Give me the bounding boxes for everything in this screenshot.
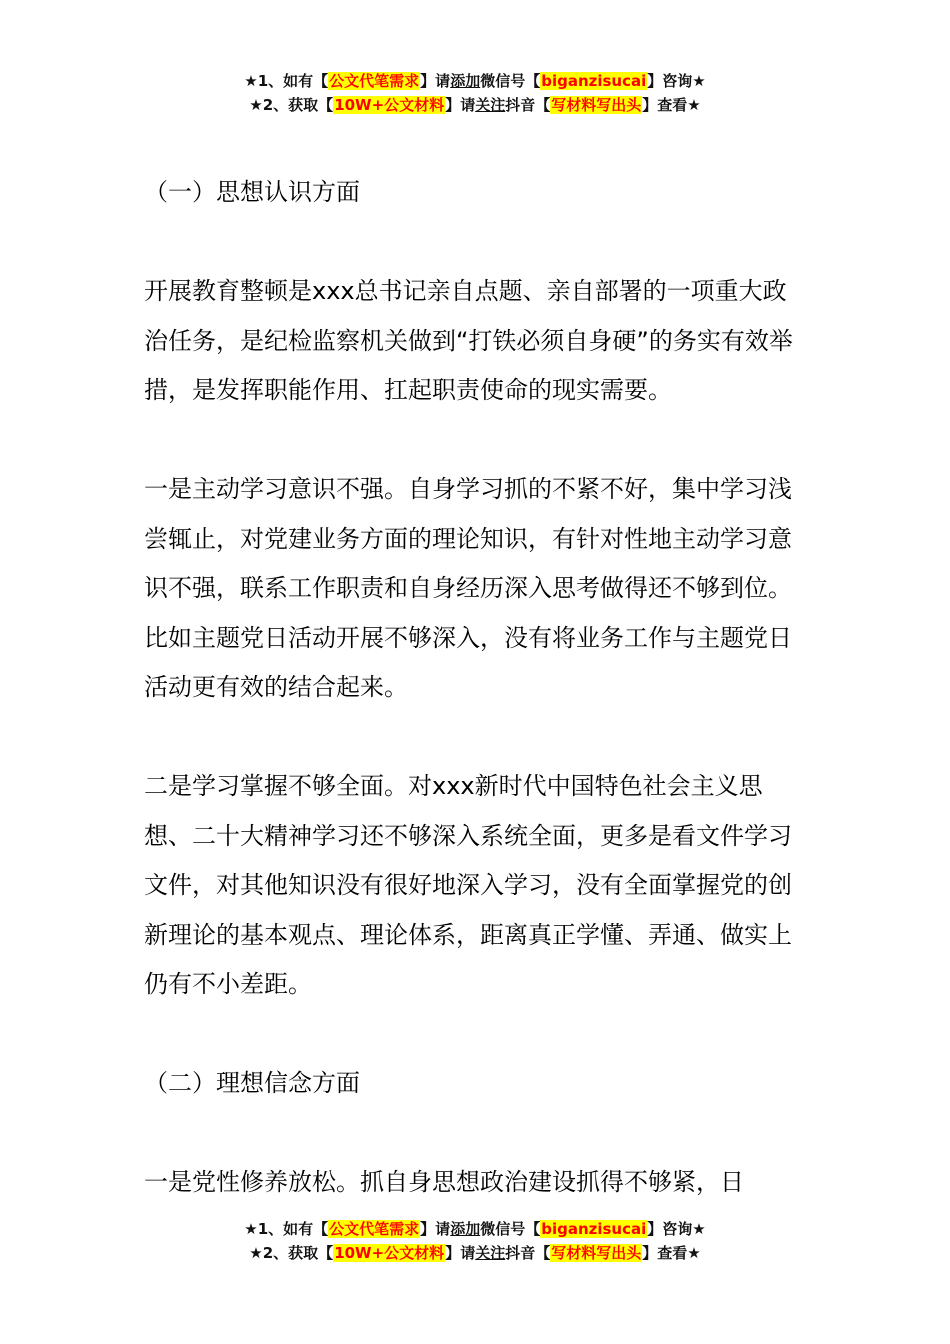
footer-line-1-mid: 】请 [420, 1220, 451, 1238]
banner-line-1-mid2: 微信号【 [480, 72, 541, 90]
banner-emphasis-add: 添加 [450, 72, 481, 90]
header-banner [0, 69, 950, 117]
banner-highlight-wechat-id: biganzisucai [541, 72, 647, 90]
section-heading-1: （一）思想认识方面 [144, 178, 360, 206]
banner-line-2 [0, 93, 950, 117]
banner-line-2-prefix: ★2、获取【 [249, 96, 334, 114]
paragraph-intro: 开展教育整顿是xxx总书记亲自点题、亲自部署的一项重大政治任务，是纪检监察机关做到“打铁必须自身硬”的务实有效举措，是发挥职能作用、扛起职责使命的现实需要。 [144, 277, 793, 404]
banner-line-2-suffix: 】查看★ [642, 96, 701, 114]
banner-line-2-mid2: 抖音【 [505, 96, 551, 114]
banner-highlight-materials: 10W+公文材料 [334, 96, 445, 114]
footer-line-1-mid2: 微信号【 [480, 1220, 541, 1238]
footer-banner [0, 1217, 950, 1265]
footer-line-2-prefix: ★2、获取【 [249, 1244, 334, 1262]
footer-highlight-materials: 10W+公文材料 [334, 1244, 445, 1262]
banner-line-1-prefix: ★1、如有【 [244, 72, 329, 90]
footer-line-2 [0, 1241, 950, 1265]
footer-line-2-suffix: 】查看★ [642, 1244, 701, 1262]
footer-line-1-suffix: 】咨询★ [647, 1220, 706, 1238]
banner-line-1-suffix: 】咨询★ [647, 72, 706, 90]
footer-highlight-wechat-id: biganzisucai [541, 1220, 647, 1238]
banner-line-1-mid: 】请 [420, 72, 451, 90]
footer-line-1-prefix: ★1、如有【 [244, 1220, 329, 1238]
footer-line-2-mid: 】请 [445, 1244, 476, 1262]
banner-highlight-service: 公文代笔需求 [329, 72, 420, 90]
banner-line-2-mid: 】请 [445, 96, 476, 114]
footer-emphasis-add: 添加 [450, 1220, 481, 1238]
footer-highlight-service: 公文代笔需求 [329, 1220, 420, 1238]
banner-line-1 [0, 69, 950, 93]
footer-line-1 [0, 1217, 950, 1241]
footer-highlight-douyin-id: 写材料写出头 [551, 1244, 642, 1262]
section-heading-2: （二）理想信念方面 [144, 1069, 360, 1097]
banner-highlight-douyin-id: 写材料写出头 [551, 96, 642, 114]
paragraph-point-3: 一是党性修养放松。抓自身思想政治建设抓得不够紧，日 [144, 1168, 744, 1196]
footer-emphasis-follow: 关注 [475, 1244, 506, 1262]
footer-line-2-mid2: 抖音【 [505, 1244, 551, 1262]
paragraph-point-1: 一是主动学习意识不强。自身学习抓的不紧不好，集中学习浅尝辄止，对党建业务方面的理论知识，有针对性地主动学习意识不强，联系工作职责和自身经历深入思考做得还不够到位。比如主题党日活动开展不够深入，没有将业务工作与主题党日活动更有效的结合起来。 [144, 475, 792, 701]
banner-emphasis-follow: 关注 [475, 96, 506, 114]
document-body [144, 168, 810, 1208]
paragraph-point-2: 二是学习掌握不够全面。对xxx新时代中国特色社会主义思想、二十大精神学习还不够深入系统全面，更多是看文件学习文件，对其他知识没有很好地深入学习，没有全面掌握党的创新理论的基本观点、理论体系，距离真正学懂、弄通、做实上仍有不小差距。 [144, 772, 792, 998]
